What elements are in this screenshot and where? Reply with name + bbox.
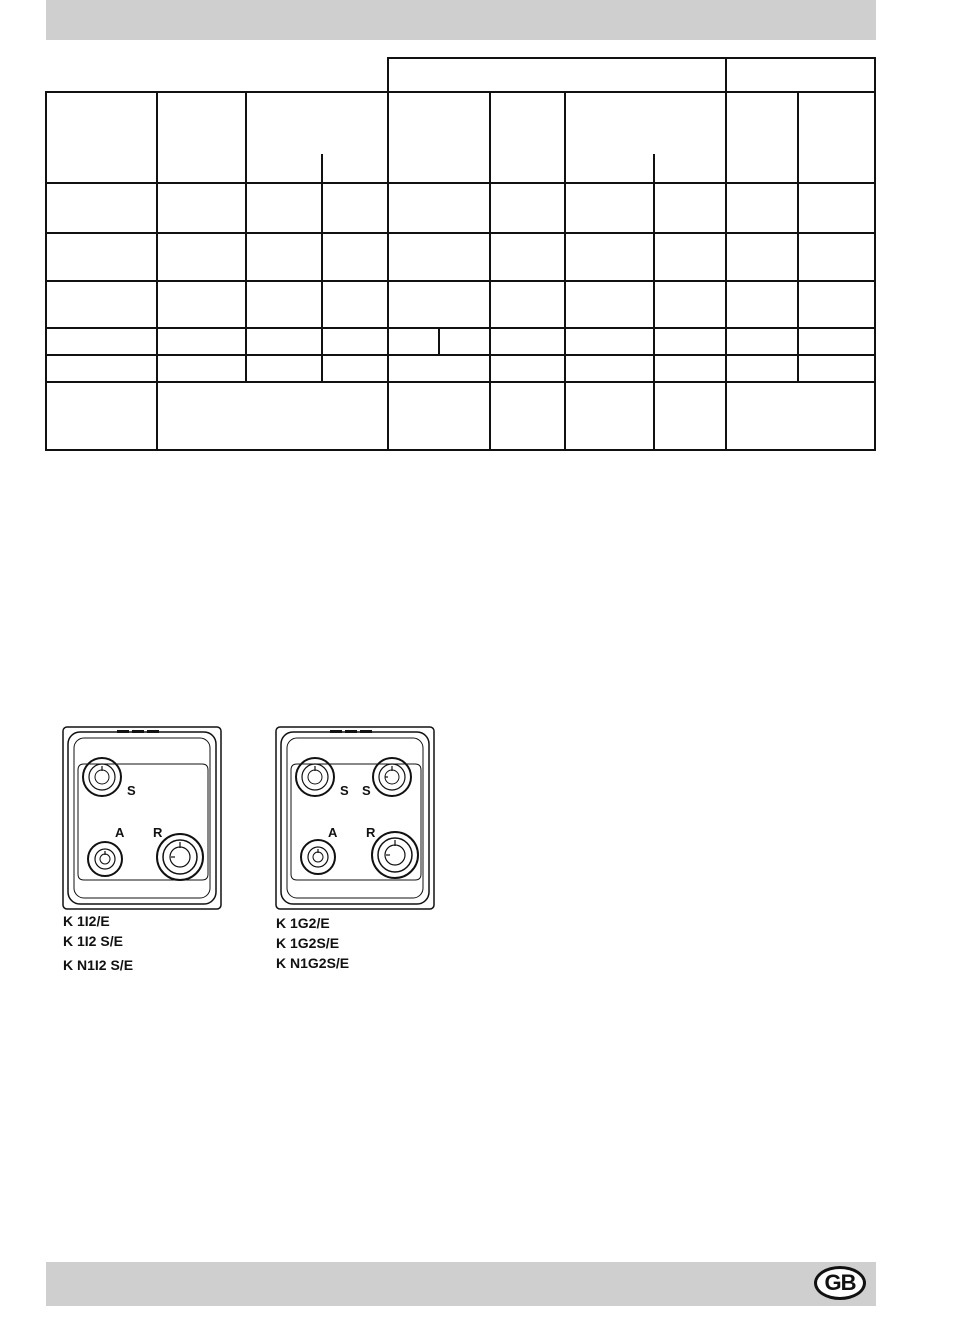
hob-diagram-two-burner xyxy=(62,724,224,912)
vent-slots-icon xyxy=(330,730,372,733)
language-badge: GB xyxy=(814,1266,866,1300)
hob-diagram-four-burner xyxy=(275,724,437,912)
burner-letter: S xyxy=(362,783,371,798)
model-code: K N1I2 S/E xyxy=(63,957,134,973)
burner-letter: R xyxy=(153,825,163,840)
model-code: K N1G2S/E xyxy=(276,955,350,971)
burner-letter: A xyxy=(115,825,125,840)
model-code: K 1G2S/E xyxy=(276,935,340,951)
model-code: K 1G2/E xyxy=(276,915,330,931)
burner-letter: A xyxy=(328,825,338,840)
burner-letter: R xyxy=(366,825,376,840)
footer-band xyxy=(46,1262,876,1306)
vent-slots-icon xyxy=(117,730,159,733)
gas-specification-table xyxy=(0,0,954,460)
model-code: K 1I2/E xyxy=(63,913,110,929)
burner-letter: S xyxy=(127,783,136,798)
model-code: K 1I2 S/E xyxy=(63,933,123,949)
burner-letter: S xyxy=(340,783,349,798)
